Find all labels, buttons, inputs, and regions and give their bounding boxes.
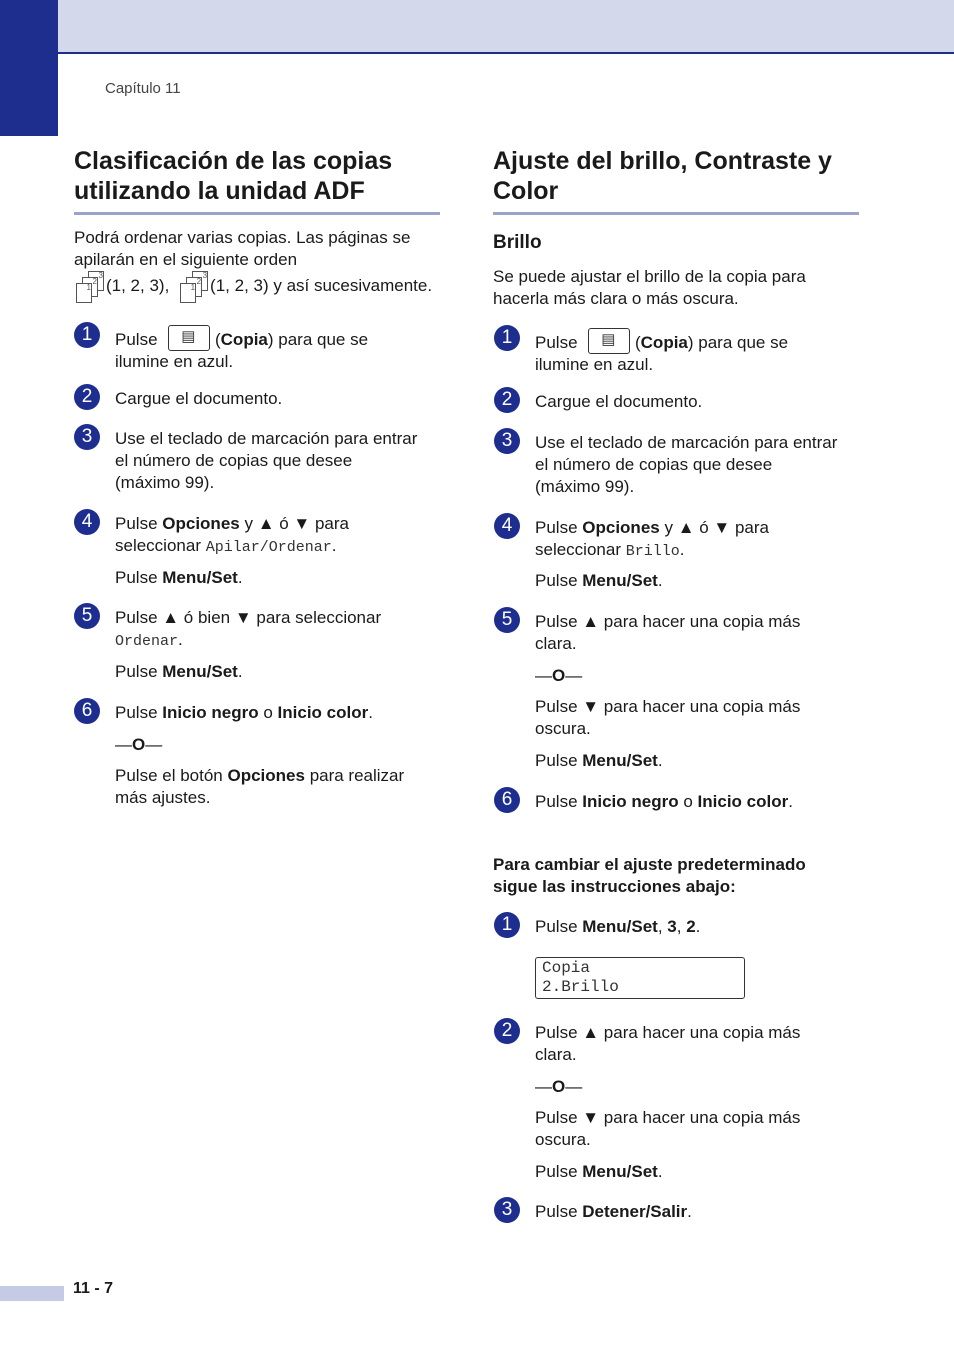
start-black-label: Inicio negro bbox=[582, 792, 679, 811]
lcd-line-2: 2.Brillo bbox=[542, 978, 619, 996]
text: Pulse bbox=[535, 792, 578, 811]
menuset-label: Menu/Set bbox=[582, 1162, 658, 1181]
text: oscura. bbox=[535, 1130, 591, 1149]
text: Pulse bbox=[535, 1162, 578, 1181]
footer-bar bbox=[0, 1286, 64, 1301]
text: (máximo 99). bbox=[535, 477, 635, 496]
step-number-3: 3 bbox=[494, 428, 520, 454]
page-number: 11 - 7 bbox=[73, 1280, 114, 1297]
right-step-2: Cargue el documento. bbox=[535, 392, 703, 411]
menuset-label: Menu/Set bbox=[162, 662, 238, 681]
left-step-5-menuset: Pulse Menu/Set. bbox=[115, 662, 243, 681]
right-step-5-alt bbox=[535, 696, 800, 740]
right-step-4: Pulse Opciones y ▲ ó ▼ para seleccionar Brillo. bbox=[535, 518, 769, 560]
left-heading bbox=[74, 146, 440, 215]
menuset-label: Menu/Set bbox=[582, 751, 658, 770]
options-label: Opciones bbox=[227, 766, 305, 785]
text: Pulse bbox=[115, 514, 158, 533]
step-number-6: 6 bbox=[494, 787, 520, 813]
start-color-label: Inicio color bbox=[697, 792, 789, 811]
text: clara. bbox=[535, 1045, 577, 1064]
step-number-5: 5 bbox=[74, 603, 100, 629]
left-step-6: Pulse Inicio negro o Inicio color. bbox=[115, 703, 373, 722]
text: o bbox=[683, 792, 693, 811]
left-step-4: Pulse Opciones y ▲ ó ▼ para seleccionar Apilar/Ordenar. bbox=[115, 514, 349, 556]
default-or-separator: —O— bbox=[535, 1077, 583, 1096]
text: seleccionar bbox=[535, 540, 621, 559]
right-or-separator: —O— bbox=[535, 666, 583, 685]
sort-seq-1: (1, 2, 3), bbox=[106, 276, 170, 295]
text: (máximo 99). bbox=[115, 473, 215, 492]
text: Pulse bbox=[115, 662, 158, 681]
text: el número de copias que desee bbox=[535, 455, 773, 474]
right-intro-line2: hacerla más clara o más oscura. bbox=[493, 289, 739, 308]
or-label: O bbox=[552, 666, 566, 685]
right-heading bbox=[493, 146, 859, 215]
right-title-line2: Color bbox=[493, 177, 559, 205]
right-step-5-menuset: Pulse Menu/Set. bbox=[535, 751, 663, 770]
step-number-3: 3 bbox=[494, 1197, 520, 1223]
left-intro-line3 bbox=[74, 271, 432, 305]
text: Pulse ▼ para hacer una copia más bbox=[535, 697, 801, 716]
text: ilumine en azul. bbox=[115, 352, 234, 371]
right-step-4-menuset: Pulse Menu/Set. bbox=[535, 571, 663, 590]
header-bar bbox=[58, 0, 954, 54]
chapter-tab bbox=[0, 0, 58, 136]
left-intro-line1: Podrá ordenar varias copias. Las páginas se bbox=[74, 228, 411, 247]
text: ) para que se bbox=[687, 333, 789, 352]
text: Pulse bbox=[535, 571, 578, 590]
step-number-6: 6 bbox=[74, 698, 100, 724]
left-step-4-menuset: Pulse Menu/Set. bbox=[115, 568, 243, 587]
lcd-option: Apilar/Ordenar bbox=[205, 539, 332, 556]
step-number-2: 2 bbox=[74, 384, 100, 410]
left-step-5: Pulse ▲ ó bien ▼ para seleccionar Ordenar. bbox=[115, 608, 382, 650]
chapter-label: Capítulo 11 bbox=[105, 80, 181, 97]
stop-exit-label: Detener/Salir bbox=[582, 1202, 688, 1221]
sort-stack-icon-2: 3 2 1 bbox=[178, 271, 210, 305]
sort-seq-2: (1, 2, 3) y así sucesivamente. bbox=[210, 276, 433, 295]
right-intro-line1: Se puede ajustar el brillo de la copia para bbox=[493, 267, 806, 286]
text: más ajustes. bbox=[115, 788, 211, 807]
options-label: Opciones bbox=[582, 518, 660, 537]
sort-stack-icon: 3 2 1 bbox=[74, 271, 106, 305]
default-step-3: Pulse Detener/Salir. bbox=[535, 1202, 692, 1221]
text: Pulse bbox=[535, 1202, 578, 1221]
lcd-line-1: Copia bbox=[542, 959, 591, 977]
text: Pulse bbox=[115, 568, 158, 587]
or-label: O bbox=[552, 1077, 566, 1096]
default-step-2-menuset: Pulse Menu/Set. bbox=[535, 1162, 663, 1181]
step-number-1: 1 bbox=[494, 325, 520, 351]
step-number-2: 2 bbox=[494, 387, 520, 413]
text: Use el teclado de marcación para entrar bbox=[115, 429, 418, 448]
lcd-option: Ordenar bbox=[115, 633, 179, 650]
text: Pulse bbox=[535, 333, 578, 352]
left-title-rule bbox=[74, 212, 440, 215]
step-number-4: 4 bbox=[494, 513, 520, 539]
text: el número de copias que desee bbox=[115, 451, 353, 470]
step-number-1: 1 bbox=[494, 912, 520, 938]
text: seleccionar bbox=[115, 536, 201, 555]
copy-button-icon bbox=[168, 325, 210, 351]
left-title-line2: utilizando la unidad ADF bbox=[74, 177, 365, 205]
key-3: 3 bbox=[667, 917, 677, 936]
left-step-1: Pulse ▤ (Copia) para que se ilumine en azul. bbox=[115, 325, 368, 373]
left-step-2: Cargue el documento. bbox=[115, 389, 283, 408]
start-color-label: Inicio color bbox=[277, 703, 369, 722]
text: y ▲ ó ▼ para bbox=[664, 518, 769, 537]
copy-button-icon bbox=[588, 328, 630, 354]
menuset-label: Menu/Set bbox=[582, 917, 658, 936]
options-label: Opciones bbox=[162, 514, 240, 533]
text: Pulse ▼ para hacer una copia más bbox=[535, 1108, 801, 1127]
left-title-line1: Clasificación de las copias bbox=[74, 147, 393, 175]
right-title-rule bbox=[493, 212, 859, 215]
default-heading-line2: sigue las instrucciones abajo: bbox=[493, 877, 736, 896]
right-step-1: Pulse ▤ (Copia) para que se ilumine en azul. bbox=[535, 328, 788, 376]
left-intro-line2: apilarán en el siguiente orden bbox=[74, 250, 298, 269]
text: Pulse bbox=[535, 751, 578, 770]
left-or-separator: —O— bbox=[115, 735, 163, 754]
text: Pulse ▲ para hacer una copia más bbox=[535, 1023, 801, 1042]
subtitle-brillo: Brillo bbox=[493, 232, 542, 253]
menuset-label: Menu/Set bbox=[582, 571, 658, 590]
text: ) para que se bbox=[267, 330, 369, 349]
step-number-1: 1 bbox=[74, 322, 100, 348]
default-heading-line1: Para cambiar el ajuste predeterminado bbox=[493, 855, 806, 874]
step-number-5: 5 bbox=[494, 607, 520, 633]
text: oscura. bbox=[535, 719, 591, 738]
text: Pulse bbox=[115, 703, 158, 722]
text: ilumine en azul. bbox=[535, 355, 654, 374]
step-number-2: 2 bbox=[494, 1018, 520, 1044]
right-step-6: Pulse Inicio negro o Inicio color. bbox=[535, 792, 793, 811]
or-label: O bbox=[132, 735, 146, 754]
text: clara. bbox=[535, 634, 577, 653]
text: o bbox=[263, 703, 273, 722]
lcd-option: Brillo bbox=[625, 543, 680, 560]
default-step-2 bbox=[535, 1022, 800, 1066]
text: Pulse ▲ ó bien ▼ para seleccionar bbox=[115, 608, 382, 627]
text: Pulse bbox=[115, 330, 158, 349]
left-step-6-alt bbox=[115, 765, 404, 809]
key-2: 2 bbox=[686, 917, 696, 936]
text: Pulse bbox=[535, 518, 578, 537]
text: Pulse el botón bbox=[115, 766, 223, 785]
text: para realizar bbox=[309, 766, 405, 785]
left-step-3 bbox=[115, 428, 417, 494]
right-step-5 bbox=[535, 611, 800, 655]
text: Pulse bbox=[535, 917, 578, 936]
copy-label: Copia bbox=[220, 330, 268, 349]
right-title-line1: Ajuste del brillo, Contraste y bbox=[493, 147, 832, 175]
copy-label: Copia bbox=[640, 333, 688, 352]
start-black-label: Inicio negro bbox=[162, 703, 259, 722]
default-step-1: Pulse Menu/Set, 3, 2. bbox=[535, 917, 701, 936]
text: Pulse ▲ para hacer una copia más bbox=[535, 612, 801, 631]
right-step-3 bbox=[535, 432, 837, 498]
lcd-display bbox=[535, 957, 745, 999]
text: Use el teclado de marcación para entrar bbox=[535, 433, 838, 452]
menuset-label: Menu/Set bbox=[162, 568, 238, 587]
step-number-4: 4 bbox=[74, 509, 100, 535]
step-number-3: 3 bbox=[74, 424, 100, 450]
default-step-2-alt bbox=[535, 1107, 800, 1151]
text: y ▲ ó ▼ para bbox=[244, 514, 349, 533]
